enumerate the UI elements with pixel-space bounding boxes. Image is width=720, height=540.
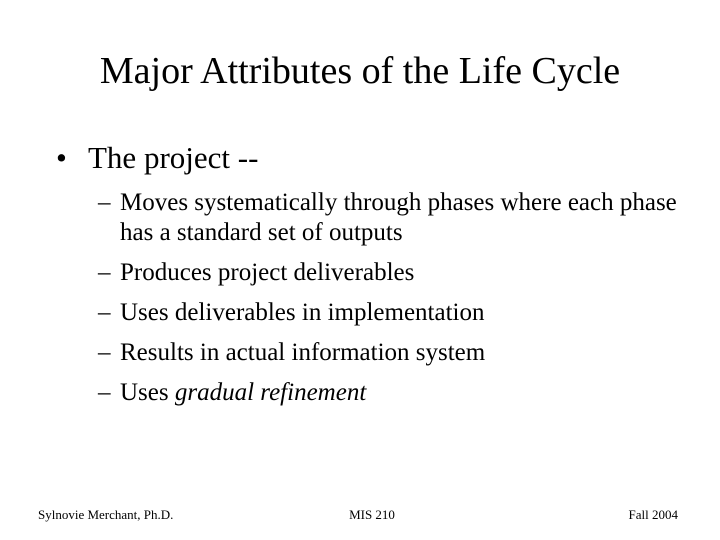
sub-bullet-text: Moves systematically through phases where each phase has a standard set of outputs	[120, 189, 677, 246]
bullet-marker: •	[56, 140, 67, 175]
footer-term: Fall 2004	[628, 507, 678, 522]
dash-marker: –	[98, 339, 111, 366]
dash-marker: –	[98, 189, 111, 216]
dash-marker: –	[98, 299, 111, 326]
main-bullet-text: The project --	[88, 140, 259, 175]
sub-bullet-text: Results in actual information system	[120, 339, 486, 366]
sub-bullet-text: Uses deliverables in implementation	[120, 299, 485, 326]
sub-bullet-item	[98, 298, 698, 328]
sub-bullet-text: Uses	[120, 379, 175, 406]
sub-bullet-item	[98, 188, 698, 248]
sub-bullet-list	[98, 188, 698, 418]
sub-bullet-item	[98, 258, 698, 288]
footer-course: MIS 210	[349, 507, 395, 522]
sub-bullet-text: Produces project deliverables	[120, 259, 415, 286]
footer-author: Sylnovie Merchant, Ph.D.	[38, 507, 174, 522]
dash-marker: –	[98, 259, 111, 286]
sub-bullet-item	[98, 378, 698, 408]
sub-bullet-emphasis: gradual refinement	[174, 379, 367, 406]
sub-bullet-item	[98, 338, 698, 368]
slide-title: Major Attributes of the Life Cycle	[99, 50, 621, 92]
dash-marker: –	[98, 379, 111, 406]
main-bullet	[56, 138, 258, 178]
